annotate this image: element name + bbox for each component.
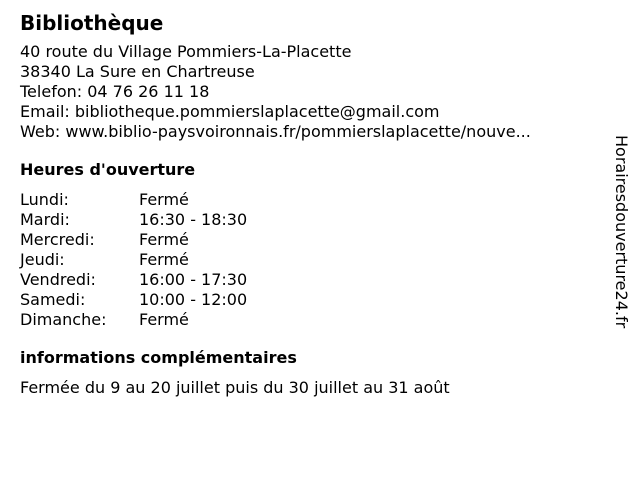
hours-row-wednesday [20,230,247,250]
day-label: Lundi: [20,190,69,209]
day-hours: 10:00 - 12:00 [139,290,248,309]
hours-row-sunday [20,310,247,330]
info-text: Fermée du 9 au 20 juillet puis du 30 juillet au 31 août [20,378,450,397]
day-hours: Fermé [139,190,189,209]
web-line: Web: www.biblio-paysvoironnais.fr/pommierslaplacette/nouve... [20,122,531,141]
day-hours: 16:00 - 17:30 [139,270,248,289]
hours-row-monday [20,190,247,210]
day-hours: 16:30 - 18:30 [139,210,248,229]
day-label: Jeudi: [20,250,65,269]
day-label: Mardi: [20,210,70,229]
hours-heading: Heures d'ouverture [20,160,196,179]
library-name: Bibliothèque [20,11,164,35]
day-label: Vendredi: [20,270,96,289]
day-hours: Fermé [139,310,189,329]
hours-row-saturday [20,290,247,310]
hours-table [20,190,247,330]
address-line-1: 40 route du Village Pommiers-La-Placette [20,42,352,61]
day-label: Samedi: [20,290,86,309]
phone-line: Telefon: 04 76 26 11 18 [20,82,210,101]
info-heading: informations complémentaires [20,348,297,367]
day-hours: Fermé [139,230,189,249]
day-hours: Fermé [139,250,189,269]
day-label: Mercredi: [20,230,95,249]
site-watermark: Horairesdouverture24.fr [612,135,631,329]
hours-row-tuesday [20,210,247,230]
address-line-2: 38340 La Sure en Chartreuse [20,62,255,81]
hours-row-thursday [20,250,247,270]
hours-row-friday [20,270,247,290]
library-card [20,10,600,398]
day-label: Dimanche: [20,310,107,329]
email-line: Email: bibliotheque.pommierslaplacette@gmail.com [20,102,440,121]
